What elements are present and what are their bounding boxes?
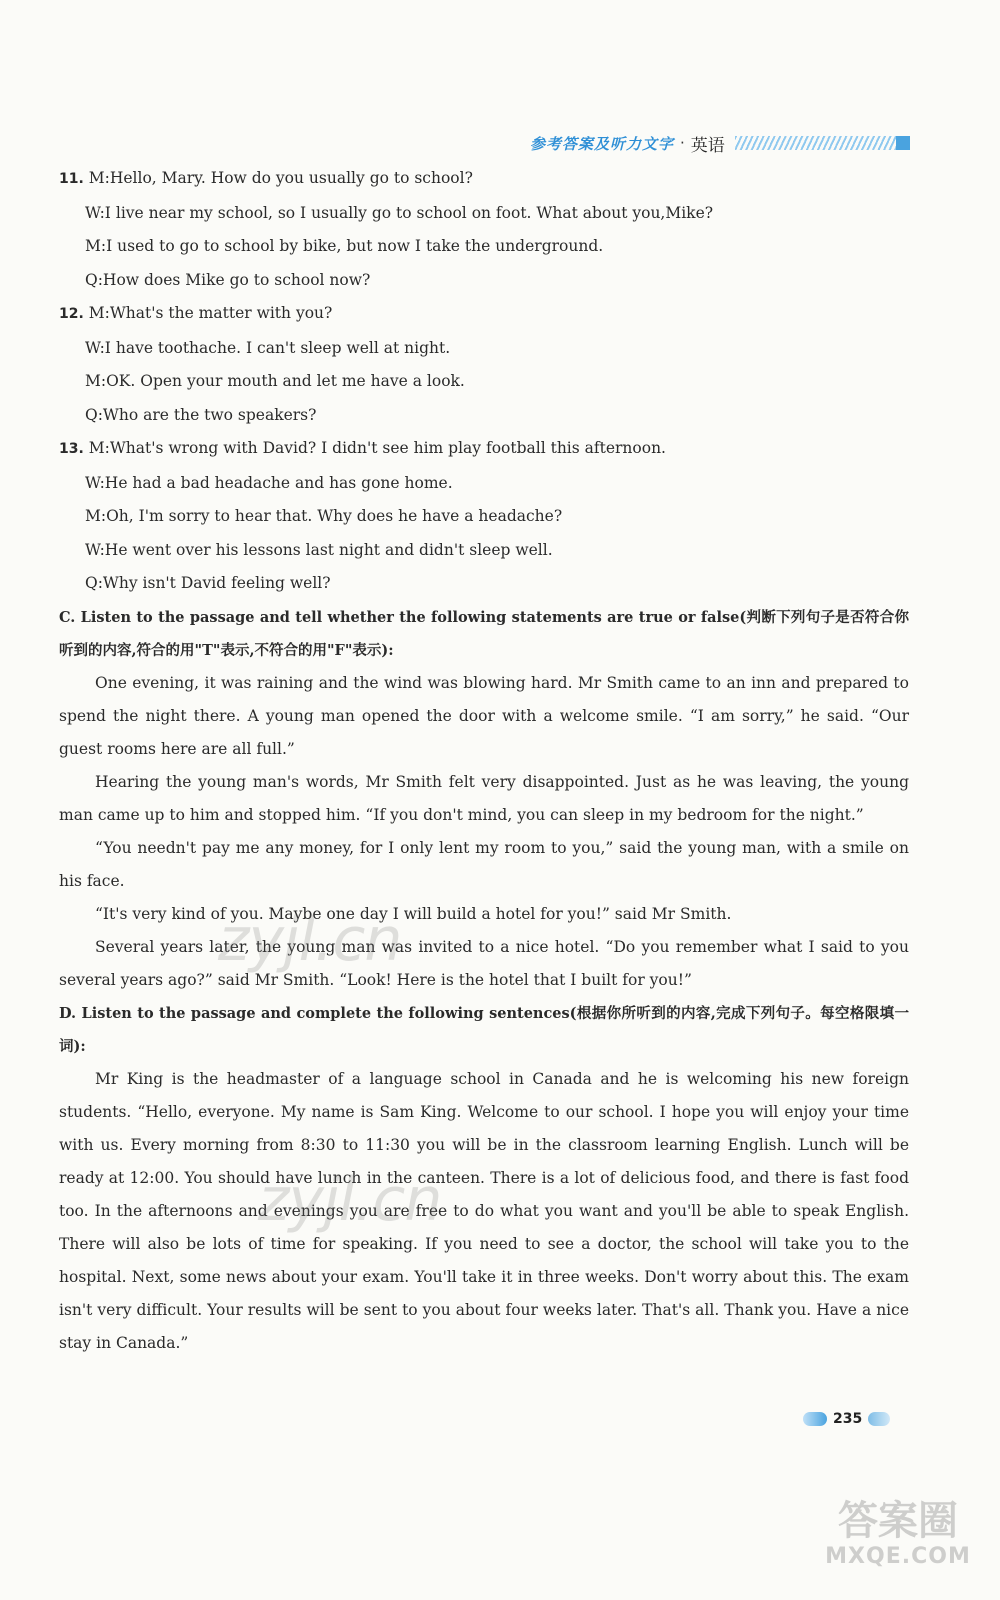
- dialog-line: W:He went over his lessons last night and didn't sleep well.: [85, 540, 553, 559]
- dialog-first-line: [59, 162, 909, 197]
- dialog-number: 12.: [59, 306, 84, 322]
- dialog-line: M:I used to go to school by bike, but now I take the underground.: [85, 237, 604, 255]
- dialog-line: W:He had a bad headache and has gone home.: [85, 473, 453, 492]
- header-separator: ·: [680, 134, 685, 152]
- section-c-paragraph: One evening, it was raining and the wind was blowing hard. Mr Smith came to an inn and prepared to spend the night there. A young man opened the door with a welcome smile. “I am sorry,” he said. “Our guest rooms here are all full.”: [59, 673, 909, 758]
- watermark: zyjl.cn: [218, 905, 402, 975]
- page-header: [530, 130, 910, 156]
- page-number-ornament-right: [868, 1412, 890, 1426]
- dialog-line: M:Oh, I'm sorry to hear that. Why does he have a headache?: [85, 507, 563, 525]
- section-c-paragraph: Several years later, the young man was invited to a nice hotel. “Do you remember what I said to you several years ago?” said Mr Smith. “Look! Here is the hotel that I built for you!”: [59, 937, 909, 989]
- section-d-paragraph: Mr King is the headmaster of a language school in Canada and he is welcoming his new foreign students. “Hello, everyone. My name is Sam King. Welcome to our school. I hope you will enjoy your time with us. Every morning from 8:30 to 11:30 you will be in the classroom learning English. Lunch will be ready at 12:00. You should have lunch in the canteen. There is a lot of delicious food, and there is fast food too. In the afternoons and evenings you are free to do what you want and you'll be able to speak English. There will also be lots of time for speaking. If you need to see a doctor, the school will take you to the hospital. Next, some news about your exam. You'll take it in three weeks. Don't worry about this. The exam isn't very difficult. Your results will be sent to you about four weeks later. That's all. Thank you. Have a nice stay in Canada.”: [59, 1069, 909, 1352]
- dialog-first-line: [59, 297, 909, 332]
- page-number-ornament-left: [803, 1412, 827, 1426]
- page-content: [59, 162, 909, 1360]
- dialog-12: [59, 297, 909, 432]
- dialog-first-line: [59, 432, 909, 467]
- dialog-line: M:What's the matter with you?: [88, 304, 333, 322]
- dialog-question: Q:Who are the two speakers?: [85, 405, 317, 424]
- section-c-paragraph: “It's very kind of you. Maybe one day I will build a hotel for you!” said Mr Smith.: [95, 904, 732, 923]
- dialog-line: W:I have toothache. I can't sleep well at night.: [85, 338, 451, 357]
- dialog-line: W:I live near my school, so I usually go to school on foot. What about you,Mike?: [85, 203, 714, 222]
- section-c-paragraph: “You needn't pay me any money, for I only lent my room to you,” said the young man, with a smile on his face.: [59, 838, 909, 890]
- dialog-11: [59, 162, 909, 297]
- dialog-line: M:What's wrong with David? I didn't see him play football this afternoon.: [88, 439, 666, 457]
- dialog-question: Q:Why isn't David feeling well?: [85, 574, 331, 592]
- watermark: zyjl.cn: [258, 1165, 442, 1235]
- header-title: 参考答案及听力文字: [530, 134, 675, 153]
- dialog-number: 13.: [59, 441, 84, 457]
- page-number: 235: [833, 1411, 863, 1427]
- page-footer: [803, 1407, 890, 1431]
- corner-logo-cn: 答案圈: [838, 1498, 958, 1544]
- header-decoration: [735, 136, 910, 150]
- dialog-13: [59, 432, 909, 601]
- section-c-paragraph: Hearing the young man's words, Mr Smith felt very disappointed. Just as he was leaving, the young man came up to him and stopped him. “If you don't mind, you can sleep in my bedroom for the night.”: [59, 772, 909, 824]
- header-subject: 英语: [690, 135, 725, 156]
- section-c-heading: C. Listen to the passage and tell whether the following statements are true or false(判断下列句子是否符合你听到的内容,符合的用"T"表示,不符合的用"F"表示):: [59, 608, 909, 659]
- dialog-number: 11.: [59, 171, 84, 187]
- dialog-line: M:Hello, Mary. How do you usually go to school?: [88, 169, 473, 187]
- dialog-line: M:OK. Open your mouth and let me have a look.: [85, 372, 465, 390]
- corner-logo-en: MXQE.COM: [825, 1544, 971, 1569]
- dialog-question: Q:How does Mike go to school now?: [85, 270, 371, 289]
- section-d-heading: D. Listen to the passage and complete the following sentences(根据你所听到的内容,完成下列句子。每空格限填一词):: [59, 1004, 909, 1055]
- corner-watermark-logo: [818, 1498, 978, 1578]
